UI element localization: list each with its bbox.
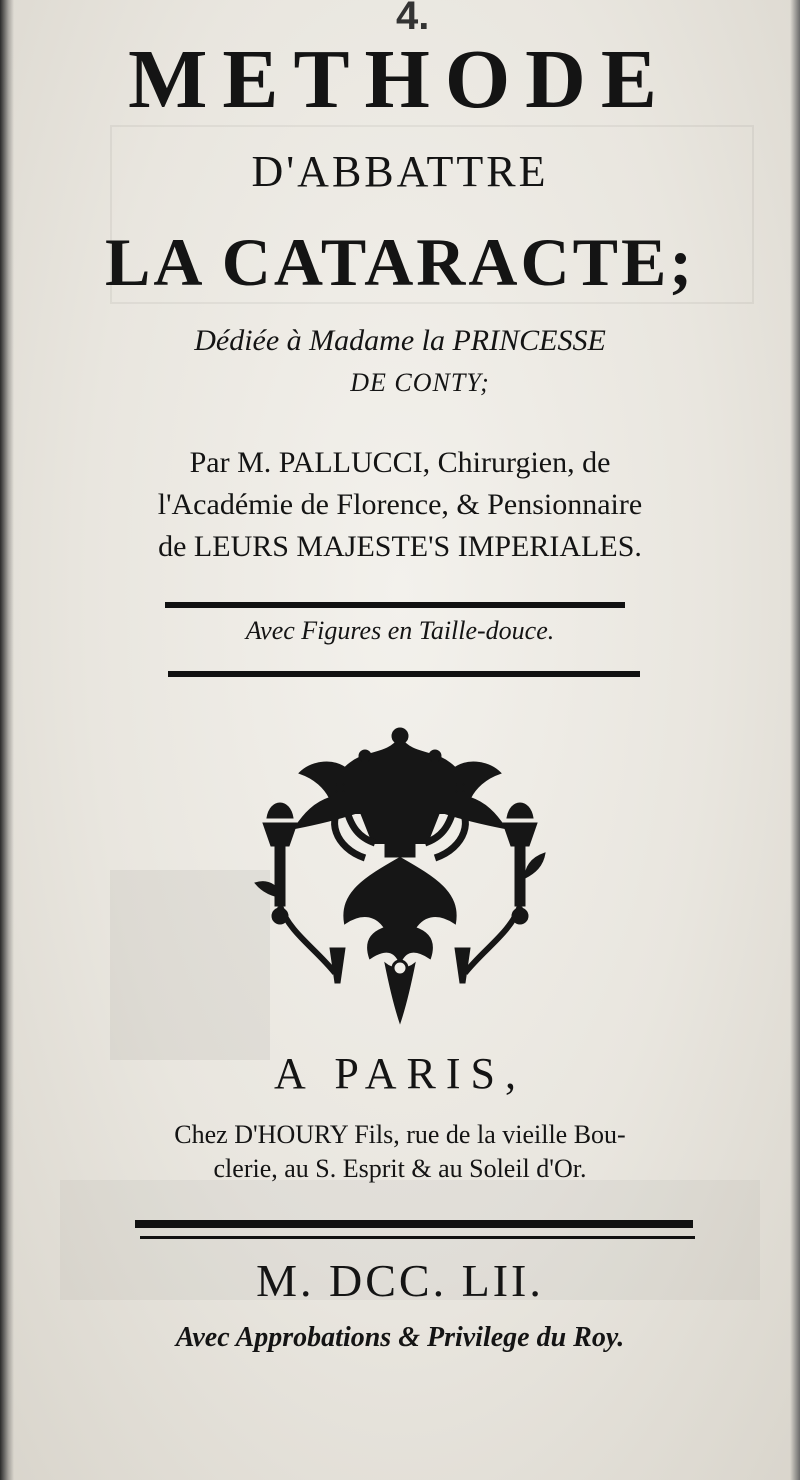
imprint-place: A PARIS,: [273, 1049, 527, 1098]
title-line-3: LA CATARACTE;: [105, 224, 695, 300]
author-line-1: Par M. PALLUCCI, Chirurgien, de: [189, 446, 611, 479]
imprint-date: M. DCC. LII.: [256, 1255, 544, 1306]
figures-note: Avec Figures en Taille-douce.: [245, 616, 555, 645]
publisher-line-2: clerie, au S. Esprit & au Soleil d'Or.: [213, 1154, 587, 1183]
basket-of-flowers-ornament-icon: [245, 718, 555, 1028]
approbation-line: Avec Approbations & Privilege du Roy.: [175, 1322, 625, 1353]
imprint-double-rule-bottom: [140, 1236, 695, 1239]
lower-rule: [168, 671, 640, 677]
handwritten-shelfmark: 4.: [396, 0, 430, 38]
title-line-1: METHODE: [128, 33, 672, 126]
author-line-2: l'Académie de Florence, & Pensionnaire: [157, 488, 643, 521]
dedication-line-2: DE CONTY;: [350, 368, 490, 397]
dedication-line-1: Dédiée à Madame la PRINCESSE: [194, 324, 606, 357]
imprint-double-rule-top: [135, 1220, 693, 1228]
title-line-2: D'ABBATTRE: [251, 147, 549, 196]
author-line-3: de LEURS MAJESTE'S IMPERIALES.: [158, 530, 642, 563]
upper-rule: [165, 602, 625, 608]
publisher-line-1: Chez D'HOURY Fils, rue de la vieille Bou-: [174, 1120, 626, 1149]
